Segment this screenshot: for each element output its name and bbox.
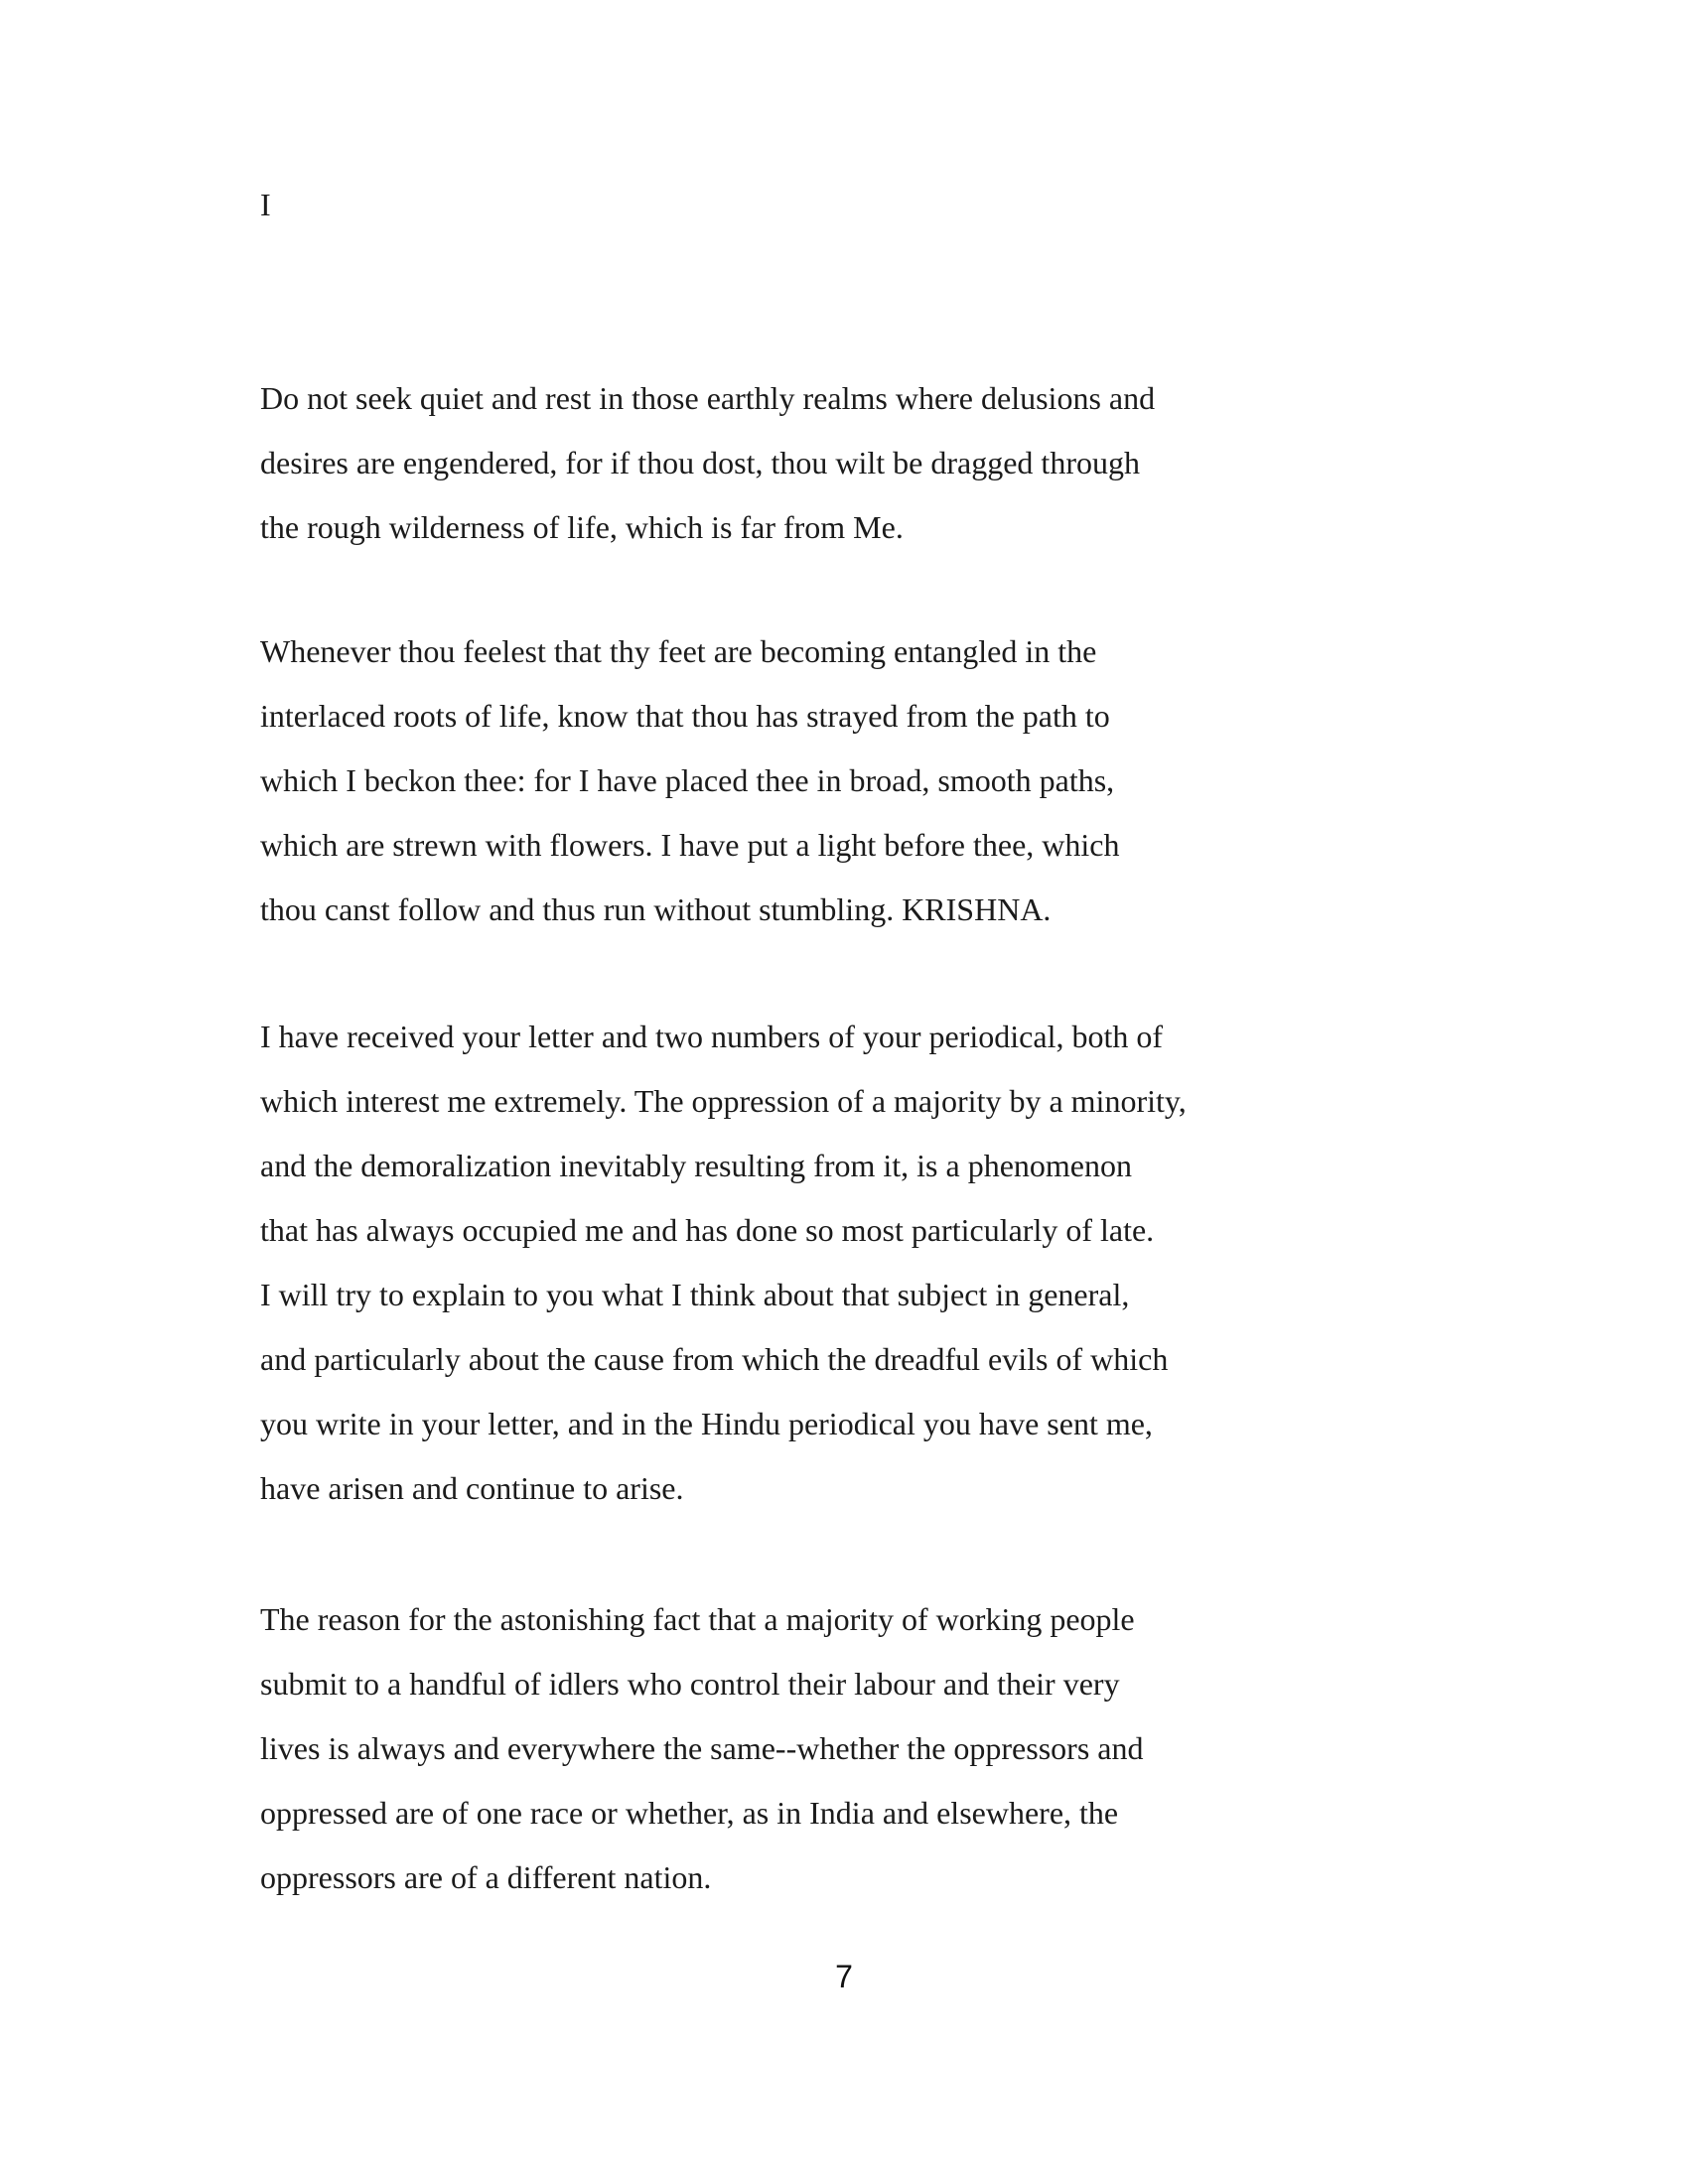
chapter-heading: I — [260, 187, 271, 222]
text-line: have arisen and continue to arise. — [260, 1470, 684, 1506]
text-line: thou canst follow and thus run without stumbling. KRISHNA. — [260, 891, 1052, 927]
text-line: and the demoralization inevitably resulting from it, is a phenomenon — [260, 1148, 1132, 1183]
text-line: you write in your letter, and in the Hindu periodical you have sent me, — [260, 1406, 1153, 1441]
paragraph — [260, 1005, 1187, 1521]
page-number: 7 — [835, 1959, 853, 1994]
text-line: the rough wilderness of life, which is far from Me. — [260, 509, 904, 545]
text-line: which interest me extremely. The oppression of a majority by a minority, — [260, 1083, 1187, 1119]
text-line: Do not seek quiet and rest in those earthly realms where delusions and — [260, 380, 1156, 416]
paragraph — [260, 366, 1155, 560]
text-line: interlaced roots of life, know that thou has strayed from the path to — [260, 698, 1110, 734]
text-line: I will try to explain to you what I think about that subject in general, — [260, 1277, 1130, 1312]
text-line: that has always occupied me and has done so most particularly of late. — [260, 1212, 1155, 1248]
text-line: oppressed are of one race or whether, as in India and elsewhere, the — [260, 1795, 1119, 1831]
text-line: lives is always and everywhere the same--whether the oppressors and — [260, 1730, 1144, 1766]
text-line: I have received your letter and two numbers of your periodical, both of — [260, 1019, 1164, 1054]
text-line: Whenever thou feelest that thy feet are becoming entangled in the — [260, 633, 1097, 669]
text-line: which I beckon thee: for I have placed thee in broad, smooth paths, — [260, 762, 1115, 798]
text-line: and particularly about the cause from which the dreadful evils of which — [260, 1341, 1169, 1377]
paragraph — [260, 619, 1119, 942]
text-line: The reason for the astonishing fact that a majority of working people — [260, 1601, 1135, 1637]
text-line: which are strewn with flowers. I have put a light before thee, which — [260, 827, 1120, 863]
text-line: oppressors are of a different nation. — [260, 1859, 712, 1895]
text-line: desires are engendered, for if thou dost, thou wilt be dragged through — [260, 445, 1140, 480]
text-line: submit to a handful of idlers who control their labour and their very — [260, 1666, 1120, 1702]
paragraph — [260, 1587, 1143, 1910]
